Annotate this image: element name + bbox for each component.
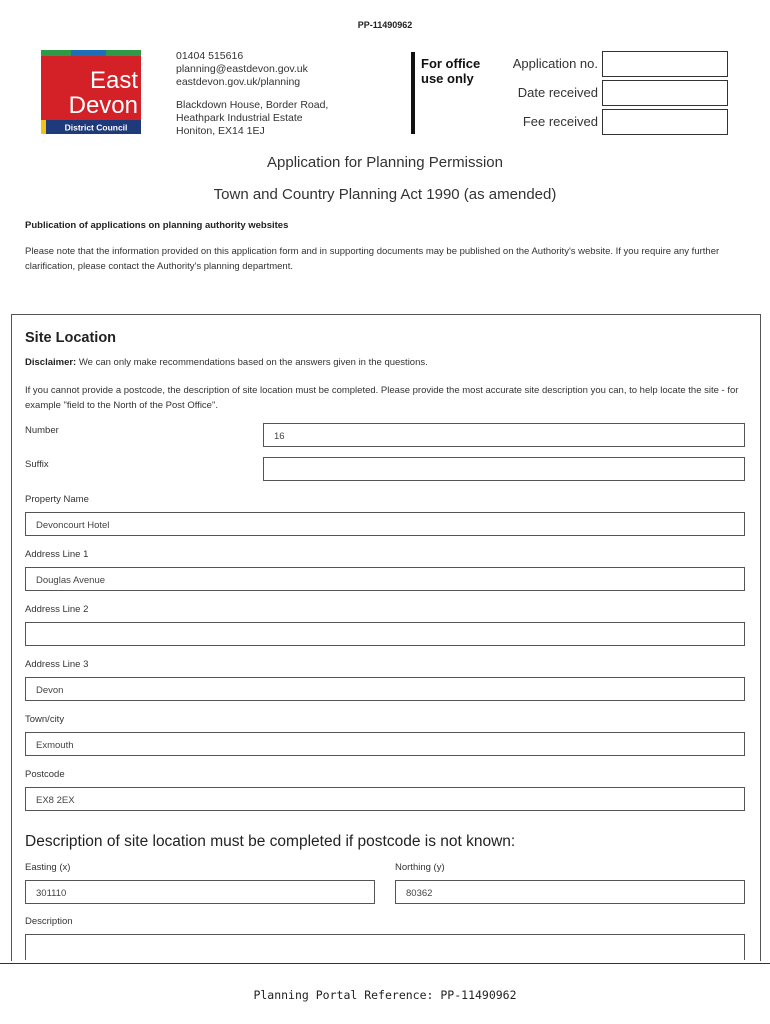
section-title: Site Location <box>25 330 117 346</box>
postcode-label: Postcode <box>25 769 65 780</box>
suffix-label: Suffix <box>25 459 49 470</box>
postcode-field[interactable]: EX8 2EX <box>25 787 745 811</box>
office-application-no <box>500 51 730 77</box>
publication-text: Please note that the information provided on this application form and in supporting documents may be published on the Authority's website. If you require any further clarification, please contact the Authority's planning department. <box>25 246 720 272</box>
description-label: Description <box>25 916 73 927</box>
contact-details <box>176 50 328 138</box>
address-line-3-label: Address Line 3 <box>25 659 89 670</box>
address-line-1-field[interactable]: Douglas Avenue <box>25 567 745 591</box>
contact-phone: 01404 515616 <box>176 50 244 62</box>
town-label: Town/city <box>25 714 65 725</box>
office-use-label: For office use only <box>421 56 481 86</box>
number-field[interactable]: 16 <box>263 423 745 447</box>
northing-label: Northing (y) <box>395 862 445 873</box>
contact-address-1: Blackdown House, Border Road, <box>176 99 329 111</box>
office-date-received <box>500 80 730 106</box>
form-subtitle: Town and Country Planning Act 1990 (as amended) <box>213 186 557 203</box>
office-divider <box>411 52 415 134</box>
office-fee-received <box>500 109 730 135</box>
suffix-field[interactable] <box>263 457 745 481</box>
address-line-2-field[interactable] <box>25 622 745 646</box>
disclaimer: Disclaimer: We can only make recommendations based on the answers given in the questions. <box>25 357 428 368</box>
date-received-box[interactable] <box>602 80 728 106</box>
application-no-box[interactable] <box>602 51 728 77</box>
contact-address-3: Honiton, EX14 1EJ <box>176 125 265 137</box>
address-line-1-label: Address Line 1 <box>25 549 89 560</box>
property-name-field[interactable]: Devoncourt Hotel <box>25 512 745 536</box>
contact-website[interactable]: eastdevon.gov.uk/planning <box>176 76 301 88</box>
contact-email[interactable]: planning@eastdevon.gov.uk <box>176 63 308 75</box>
office-field-label: Application no. <box>512 56 598 71</box>
number-label: Number <box>25 425 59 436</box>
east-devon-logo <box>41 50 141 134</box>
description-heading: Description of site location must be completed if postcode is not known: <box>25 833 516 850</box>
form-title: Application for Planning Permission <box>267 154 503 171</box>
publication-heading: Publication of applications on planning authority websites <box>25 220 289 231</box>
fee-received-box[interactable] <box>602 109 728 135</box>
footer-reference: Planning Portal Reference: PP-11490962 <box>253 988 517 1002</box>
office-field-label: Fee received <box>522 114 598 129</box>
easting-label: Easting (x) <box>25 862 71 873</box>
office-field-label: Date received <box>517 85 598 100</box>
logo-text-east: East <box>89 67 138 94</box>
address-line-3-field[interactable]: Devon <box>25 677 745 701</box>
logo-text-council: District Council <box>64 122 128 133</box>
address-line-2-label: Address Line 2 <box>25 604 89 615</box>
footer-divider <box>0 963 770 964</box>
contact-address-2: Heathpark Industrial Estate <box>176 112 303 124</box>
easting-field[interactable]: 301110 <box>25 880 375 904</box>
property-name-label: Property Name <box>25 494 89 505</box>
reference-number: PP-11490962 <box>357 20 413 30</box>
description-field[interactable] <box>25 934 745 960</box>
town-field[interactable]: Exmouth <box>25 732 745 756</box>
northing-field[interactable]: 80362 <box>395 880 745 904</box>
logo-text-devon: Devon <box>68 92 138 119</box>
postcode-note: If you cannot provide a postcode, the description of site location must be completed. Please provide the most accurate site description you can, to help locate the site - for example "field to the North of the Post Office". <box>25 385 739 411</box>
